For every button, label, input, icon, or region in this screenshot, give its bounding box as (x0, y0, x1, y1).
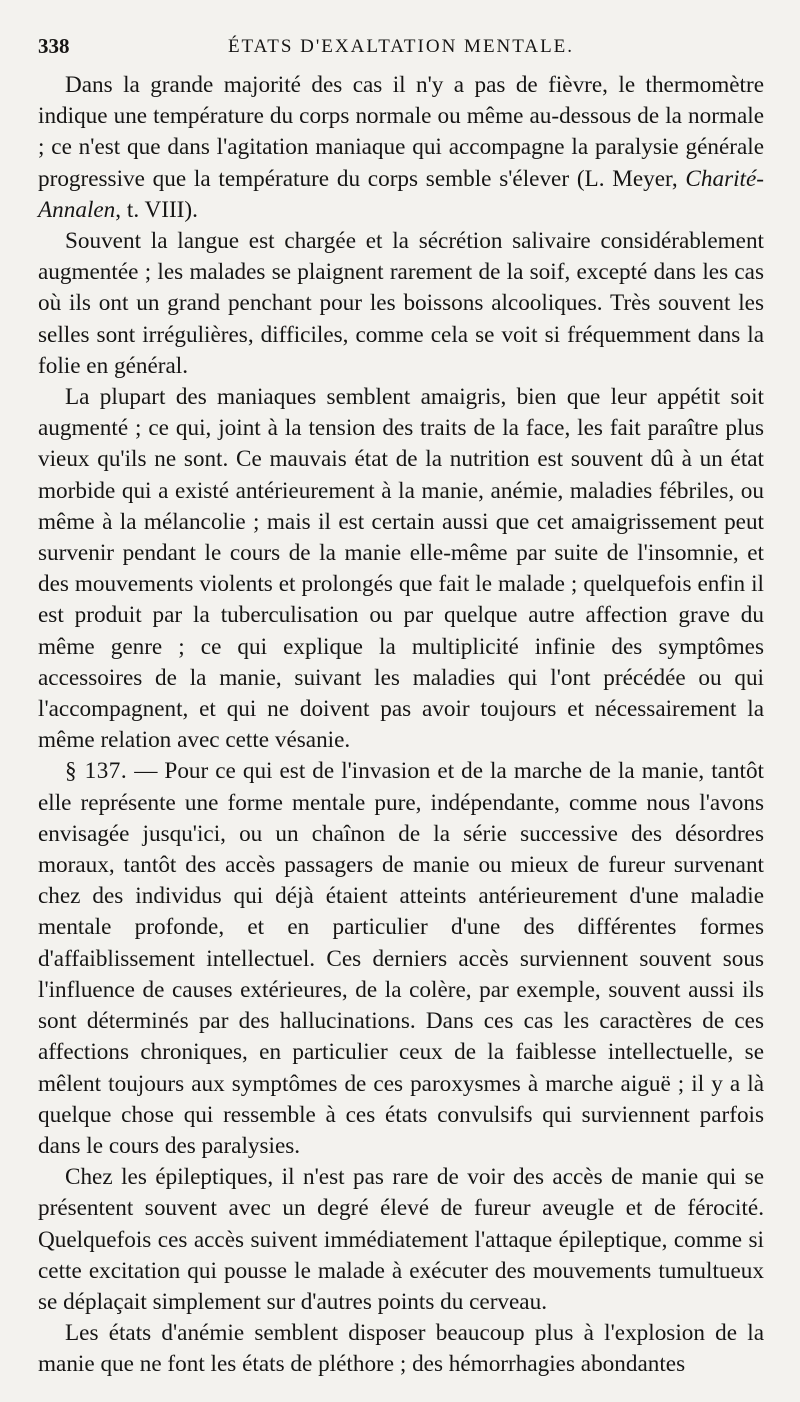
section-number: § 137. (65, 758, 128, 785)
paragraph-1-text: Dans la grande majorité des cas il n'y a pas de fièvre, le thermomètre indique une température du corps normale ou même au-dessous de la normale ; ce n'est que dans l'agitation maniaque qui accompagne la paralysie générale progressive que la température du corps semble s'élever (L. Meyer, (38, 72, 764, 192)
paragraph-4-text: — Pour ce qui est de l'invasion et de la marche de la manie, tantôt elle représente une forme mentale pure, indépendante, comme nous l'avons envisagée jusqu'ici, ou un chaînon de la série successive des désordres moraux, tantôt des accès passagers de manie ou mieux de fureur survenant chez des individus qui déjà étaient atteints antérieurement d'une maladie mentale profonde, et en particulier d'une des différentes formes d'affaiblissement intellectuel. Ces derniers accès surviennent souvent sous l'influence de causes extérieures, de la colère, par exemple, souvent aussi ils sont déterminés par des hallucinations. Dans ces cas les caractères de ces affections chroniques, en particulier ceux de la faiblesse intellectuelle, se mêlent toujours aux symptômes de ces paroxysmes à marche aiguë ; il y a là quelque chose qui ressemble à ces états convulsifs qui surviennent parfois dans le cours des paralysies. (38, 758, 764, 1159)
running-title: ÉTATS D'EXALTATION MENTALE. (227, 36, 575, 57)
paragraph-2: Souvent la langue est chargée et la sécrétion salivaire considérablement augmentée ; les malades se plaignent rarement de la soif, excepté dans les cas où ils ont un grand penchant pour les boissons alcooliques. Très souvent les selles sont irrégulières, difficiles, comme cela se voit si fréquemment dans la folie en général. (38, 228, 764, 379)
paragraph-5: Chez les épileptiques, il n'est pas rare de voir des accès de manie qui se présentent souvent avec un degré élevé de fureur aveugle et de férocité. Quelquefois ces accès suivent immédiatement l'attaque épileptique, comme si cette excitation qui pousse le malade à exécuter des mouvements tumultueux se déplaçait simplement sur d'autres points du cerveau. (38, 1164, 764, 1315)
paragraph-1 (38, 70, 764, 226)
running-head (38, 30, 764, 64)
paragraph-3: La plupart des maniaques semblent amaigris, bien que leur appétit soit augmenté ; ce qui, joint à la tension des traits de la face, les fait paraître plus vieux qu'ils ne sont. Ce mauvais état de la nutrition est souvent dû à un état morbide qui a existé antérieurement à la manie, anémie, maladies fébriles, ou même à la mélancolie ; mais il est certain aussi que cet amaigrissement peut survenir pendant le cours de la manie elle-même par suite de l'insomnie, et des mouvements violents et prolongés que fait le malade ; quelquefois enfin il est produit par la tuberculisation ou par quelque autre affection grave du même genre ; ce qui explique la multiplicité infinie des symptômes accessoires de la manie, suivant les maladies qui l'ont précédée ou qui l'accompagnent, et qui ne doivent pas avoir toujours et nécessairement la même relation avec cette vésanie. (38, 384, 764, 754)
paragraph-6: Les états d'anémie semblent disposer beaucoup plus à l'explosion de la manie que ne font les états de pléthore ; des hémorrhagies abondantes (38, 1320, 764, 1378)
body-text (38, 70, 764, 1381)
page-number: 338 (38, 34, 70, 58)
paragraph-4 (38, 756, 764, 1162)
paragraph-1-end: , t. VIII). (115, 196, 198, 223)
journal-title: Charité-Annalen (38, 165, 764, 223)
